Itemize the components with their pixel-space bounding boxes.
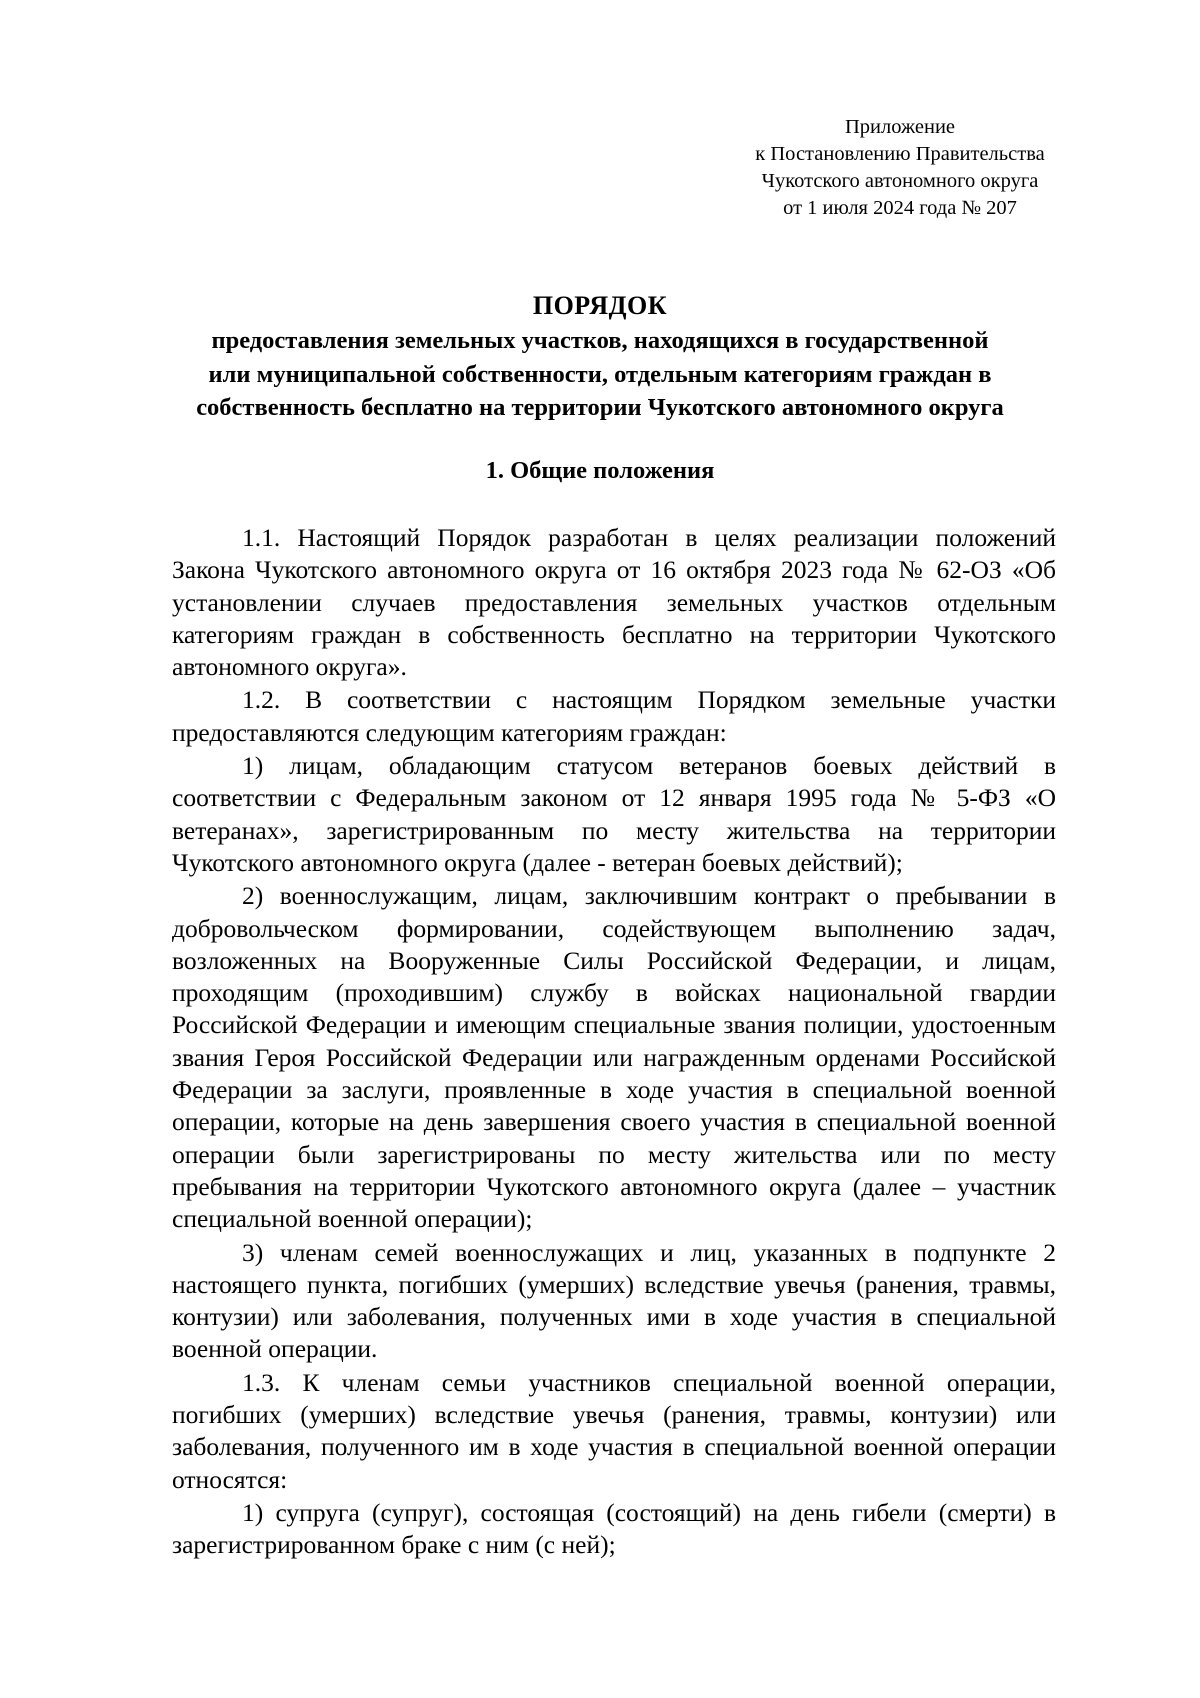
paragraph-1-3-item-1: 1) супруга (супруг), состоящая (состоящий) на день гибели (смерти) в зарегистрированном браке с ним (с ней); bbox=[172, 1497, 1056, 1560]
title-subtitle-line: предоставления земельных участков, находящихся в государственной bbox=[211, 327, 989, 354]
paragraph-1-2-item-1: 1) лицам, обладающим статусом ветеранов боевых действий в соответствии с Федеральным законом от 12 января 1995 года № 5-ФЗ «О ветеранах», зарегистрированным по месту жительства на территории Чукотского автономного округа (далее - ветеран боевых действий); bbox=[172, 751, 1056, 877]
section-heading: 1. Общие положения bbox=[485, 457, 715, 484]
document-title bbox=[150, 290, 1050, 425]
document-body bbox=[172, 522, 1056, 1563]
paragraph-1-3: 1.3. К членам семьи участников специальной военной операции, погибших (умерших) вследствие увечья (ранения, травмы, контузии) или заболевания, полученного им в ходе участия в специальной военной операции относятся: bbox=[172, 1367, 1056, 1494]
paragraph-1-2-item-3: 3) членам семей военнослужащих и лиц, указанных в подпункте 2 настоящего пункта, погибших (умерших) вследствие увечья (ранения, травмы, контузии) или заболевания, полученных ими в ходе участия в специальной военной операции. bbox=[172, 1237, 1056, 1364]
appendix-header bbox=[700, 114, 1100, 222]
paragraph-1-2-item-2: 2) военнослужащим, лицам, заключившим контракт о пребывании в добровольческом формировании, содействующем выполнению задач, возложенных на Вооруженные Силы Российской Федерации, и лицам, проходящим (проходившим) службу в войсках национальной гвардии Российской Федерации и имеющим специальные звания полиции, удостоенным звания Героя Российской Федерации или награжденным орденами Российской Федерации за заслуги, проявленные в ходе участия в специальной военной операции, которые на день завершения своего участия в специальной военной операции были зарегистрированы по месту жительства или по месту пребывания на территории Чукотского автономного округа (далее – участник специальной военной операции); bbox=[172, 881, 1056, 1234]
title-subtitle-line: собственность бесплатно на территории Чукотского автономного округа bbox=[196, 394, 1004, 421]
appendix-resolution-ref: к Постановлению Правительства bbox=[755, 143, 1045, 165]
title-main: ПОРЯДОК bbox=[532, 291, 668, 320]
title-subtitle bbox=[150, 324, 1050, 425]
paragraph-1-2: 1.2. В соответствии с настоящим Порядком земельные участки предоставляются следующим категориям граждан: bbox=[172, 685, 1056, 747]
paragraph-1-1: 1.1. Настоящий Порядок разработан в целях реализации положений Закона Чукотского автономного округа от 16 октября 2023 года № 62-ОЗ «Об установлении случаев предоставления земельных участков отдельным категориям граждан в собственность бесплатно на территории Чукотского автономного округа». bbox=[172, 523, 1056, 682]
title-subtitle-line: или муниципальной собственности, отдельным категориям граждан в bbox=[208, 360, 992, 388]
appendix-region: Чукотского автономного округа bbox=[761, 170, 1039, 192]
appendix-label: Приложение bbox=[844, 116, 956, 138]
appendix-date-number: от 1 июля 2024 года № 207 bbox=[783, 197, 1017, 219]
